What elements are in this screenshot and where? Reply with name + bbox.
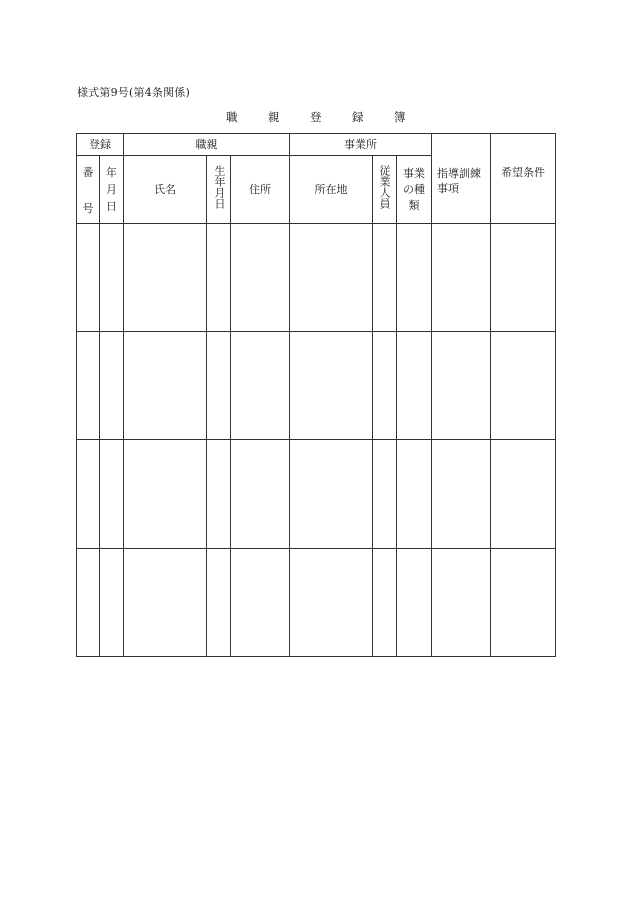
header-business-type-line3: 類 xyxy=(408,199,420,212)
title-char: 登 xyxy=(310,110,322,124)
header-name: 氏名 xyxy=(154,183,176,196)
header-shokushin: 職親 xyxy=(195,138,218,151)
header-business-type xyxy=(397,166,431,214)
table-row xyxy=(77,440,555,548)
table-row xyxy=(77,549,555,656)
header-business-type-line2: の種 xyxy=(403,183,425,196)
header-reg-number-top: 番 xyxy=(82,166,94,179)
header-registration: 登録 xyxy=(89,138,111,151)
header-guidance-line1: 指導訓練 xyxy=(437,167,481,180)
header-reg-number-bottom: 号 xyxy=(82,202,94,215)
header-reg-date-year: 年 xyxy=(106,166,117,179)
header-birthdate: 生年月日 xyxy=(213,165,226,209)
header-employees: 従業人員 xyxy=(378,165,391,209)
table-row xyxy=(77,224,555,331)
header-location: 所在地 xyxy=(314,183,348,196)
table-row xyxy=(77,332,555,439)
form-number-label: 様式第9号(第4条関係) xyxy=(77,86,190,99)
header-address: 住所 xyxy=(249,183,271,196)
header-business-type-line1: 事業 xyxy=(403,167,425,180)
header-reg-date-day: 日 xyxy=(106,200,117,213)
title-char: 親 xyxy=(268,110,280,124)
title-char: 職 xyxy=(226,110,238,124)
header-reg-date xyxy=(100,166,123,213)
header-guidance xyxy=(437,166,489,196)
header-office: 事業所 xyxy=(344,138,377,151)
title-char: 録 xyxy=(352,110,364,124)
title-char: 簿 xyxy=(394,110,406,124)
header-reg-date-month: 月 xyxy=(106,183,117,196)
header-guidance-line2: 事項 xyxy=(437,182,459,195)
header-conditions: 希望条件 xyxy=(501,166,545,179)
